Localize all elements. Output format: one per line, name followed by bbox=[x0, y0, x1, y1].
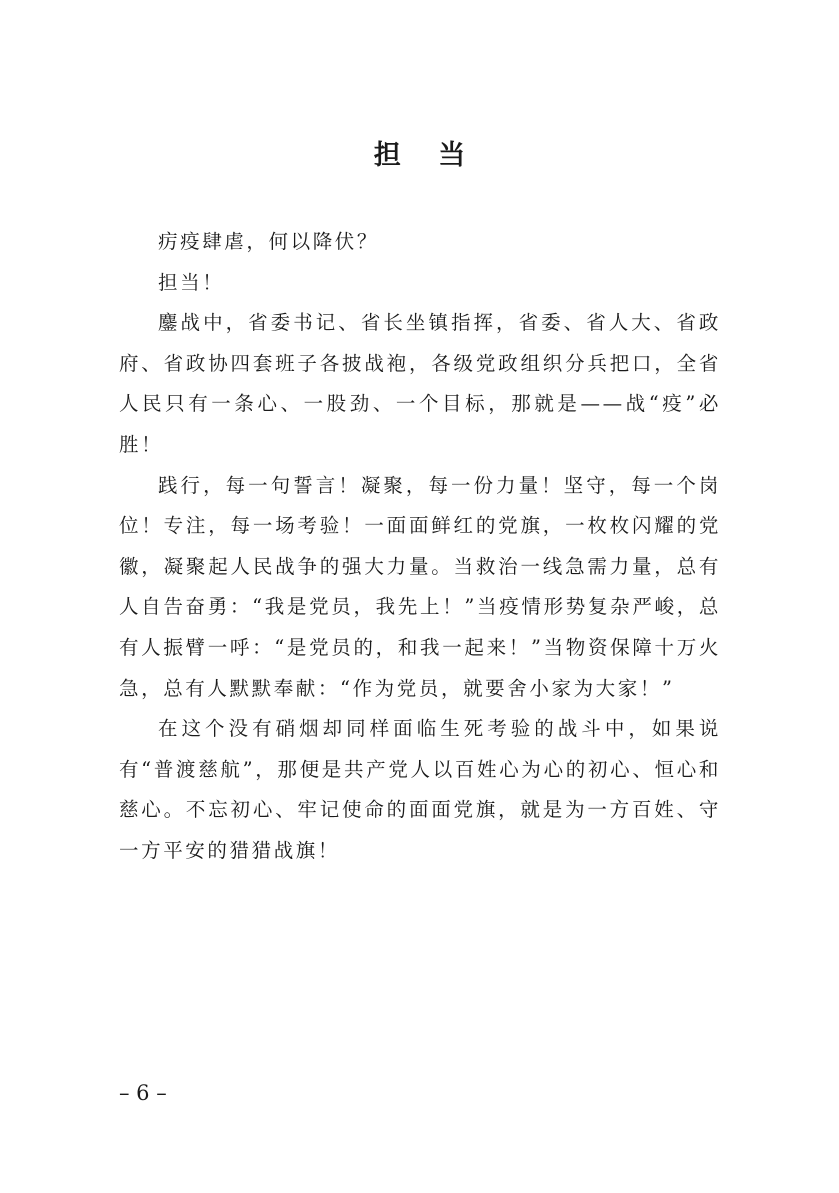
paragraph: 疠疫肆虐，何以降伏？ bbox=[158, 230, 380, 253]
page-number: – 6 – bbox=[119, 1081, 167, 1105]
paragraph: 践行，每一句誓言！凝聚，每一份力量！坚守，每一个岗位！专注，每一场考验！一面面鲜红的党旗，一枚枚闪耀的党徽，凝聚起人民战争的强大力量。当救治一线急需力量，总有人自告奋勇：“我是党员，我先上！”当疫情形势复杂严峻，总有人振臂一呼：“是党员的，和我一起来！”当物资保障十万火急，总有人默默奉献：“作为党员，就要舍小家为大家！” bbox=[119, 473, 721, 700]
paragraph: 鏖战中，省委书记、省长坐镇指挥，省委、省人大、省政府、省政协四套班子各披战袍，各级党政组织分兵把口，全省人民只有一条心、一股劲、一个目标，那就是——战“疫”必胜！ bbox=[119, 311, 721, 456]
paragraph: 担当！ bbox=[158, 270, 225, 294]
page-title: 担 当 bbox=[373, 140, 480, 171]
paragraph: 在这个没有硝烟却同样面临生死考验的战斗中，如果说有“普渡慈航”，那便是共产党人以百姓心为心的初心、恒心和慈心。不忘初心、牢记使命的面面党旗，就是为一方百姓、守一方平安的猎猎战旗！ bbox=[119, 717, 721, 862]
body-text bbox=[119, 222, 721, 872]
